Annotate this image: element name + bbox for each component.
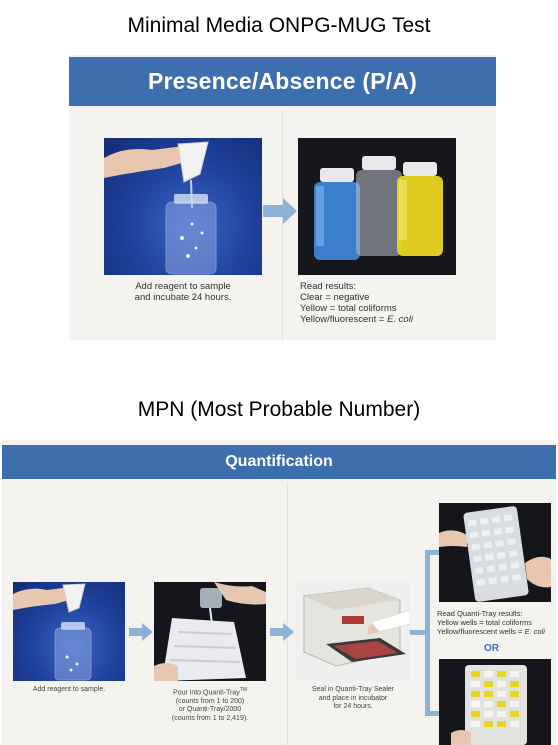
tray-2000-count-range-label: (counts from 1 to 2,419). xyxy=(171,714,249,722)
quanti-tray-sealer-photo xyxy=(296,582,410,681)
bottom-step-arrow-2 xyxy=(270,623,294,641)
top-heading: Minimal Media ONPG-MUG Test xyxy=(127,14,431,37)
seal-caption-line1: Seal in Quanti-Tray Sealer xyxy=(311,686,395,693)
bottom-heading: MPN (Most Probable Number) xyxy=(137,398,421,421)
top-step1-caption xyxy=(104,281,262,303)
top-fold-line xyxy=(282,110,283,340)
result-bottles-photo xyxy=(298,138,456,275)
tray-result-yellow-photo xyxy=(439,659,551,745)
top-step-arrow xyxy=(263,198,297,224)
tray-2000-label: or Quanti-Tray/2000 xyxy=(178,706,242,714)
top-step1-caption-line2: and incubate 24 hours. xyxy=(134,292,232,303)
top-banner: Presence/Absence (P/A) xyxy=(69,57,496,106)
bottom-banner: Quantification xyxy=(2,445,556,479)
tray-result-clear-illustration xyxy=(439,503,551,602)
tray-results-caption xyxy=(437,609,558,636)
mpn-step2-caption xyxy=(150,686,270,723)
result-bottles-illustration xyxy=(298,138,456,275)
fluorescent-ecoli-label: Yellow/fluorescent = E. coli xyxy=(300,314,413,325)
fluorescent-wells-label: Yellow/fluorescent wells = E. coli xyxy=(437,627,545,636)
tray-count-range-label: (counts from 1 to 200) xyxy=(175,697,245,705)
mpn-step3-caption xyxy=(294,686,412,712)
clear-negative-label: Clear = negative xyxy=(300,292,370,303)
read-results-label: Read results: xyxy=(300,281,356,292)
reagent-pour-photo xyxy=(104,138,262,275)
yellow-coliforms-label: Yellow = total coliforms xyxy=(300,303,397,314)
quanti-tray-sealer-illustration xyxy=(296,582,410,681)
tray-result-clear-photo xyxy=(439,503,551,602)
tray-result-yellow-illustration xyxy=(439,659,551,745)
seal-caption-line2: and place in incubator xyxy=(318,694,388,702)
seal-caption-line3: for 24 hours. xyxy=(333,703,373,710)
results-bracket-bottom xyxy=(425,711,439,716)
mpn-step1-caption: Add reagent to sample. xyxy=(32,686,106,693)
top-step1-caption-line1: Add reagent to sample xyxy=(135,281,231,292)
read-tray-results-label: Read Quanti-Tray results: xyxy=(437,609,523,618)
bottom-step-arrow-1 xyxy=(129,623,153,641)
results-bracket-top xyxy=(425,550,439,555)
mpn-reagent-illustration xyxy=(13,582,125,681)
yellow-wells-label: Yellow wells = total coliforms xyxy=(437,618,532,627)
reagent-pour-illustration xyxy=(104,138,262,275)
top-step2-caption xyxy=(300,281,470,325)
bottom-fold-line xyxy=(287,482,288,745)
or-label: OR xyxy=(484,643,499,654)
results-bracket-vertical xyxy=(425,550,430,716)
pour-into-tray-label: Pour into Quanti-Tray™ xyxy=(173,687,247,697)
quanti-tray-pour-photo xyxy=(154,582,266,681)
mpn-reagent-photo xyxy=(13,582,125,681)
quanti-tray-pour-illustration xyxy=(154,582,266,681)
